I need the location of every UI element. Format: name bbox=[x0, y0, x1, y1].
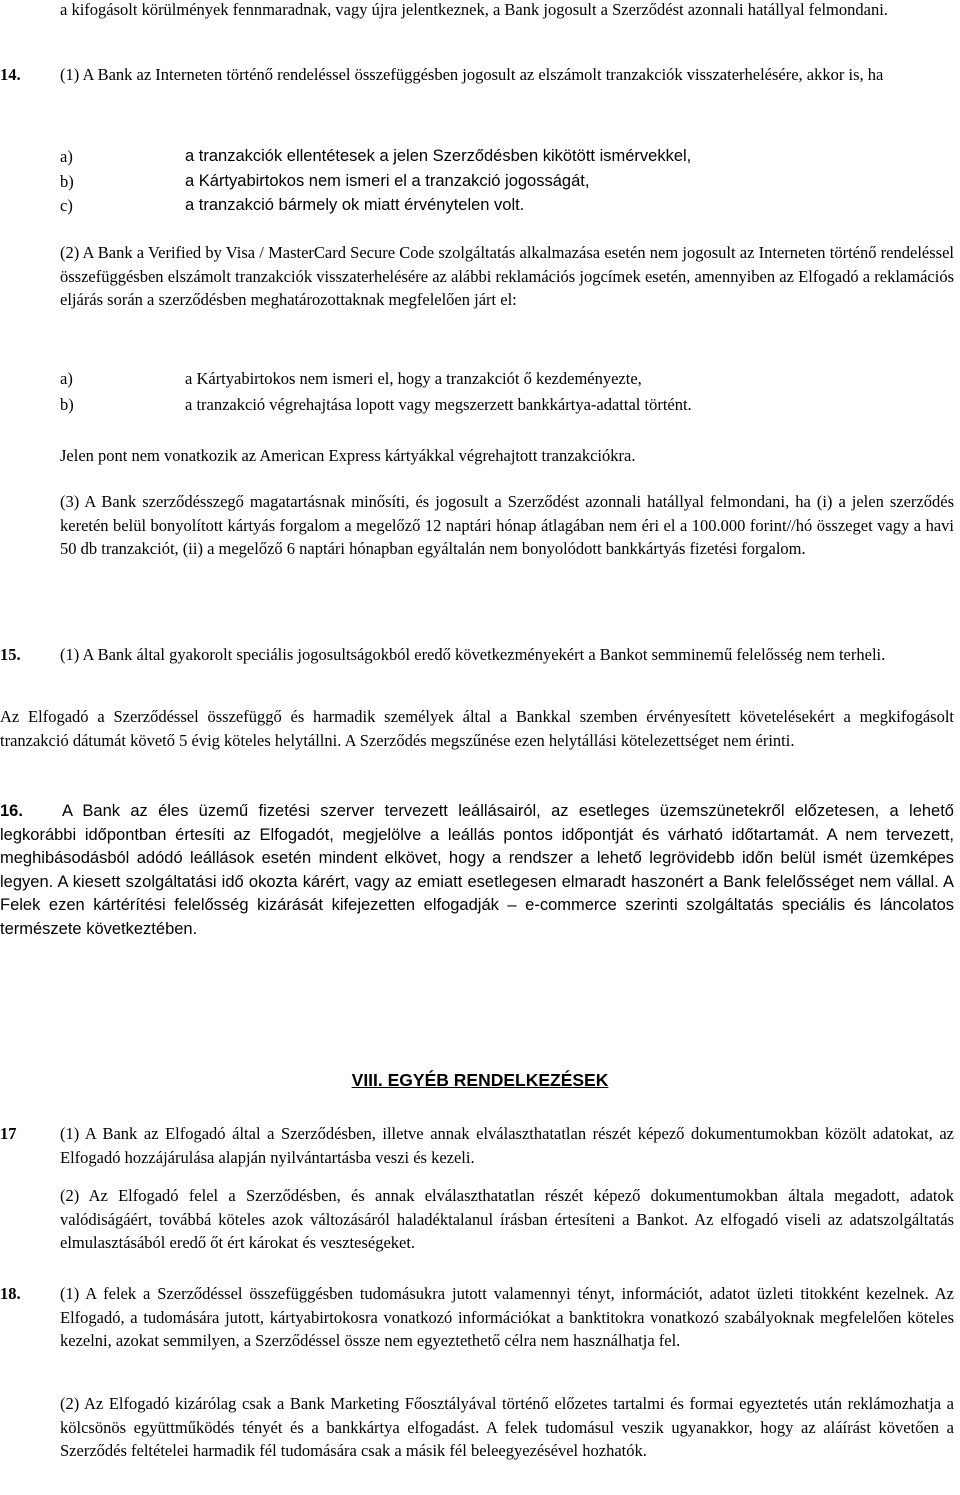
section-14-number: 14. bbox=[0, 65, 21, 84]
section-15-paragraph-2: Az Elfogadó a Szerződéssel összefüggő és harmadik személyek által a Bankkal szemben érvényesített követelésekért a megkifogásolt tranzakció dátumát követő 5 évig köteles helytállni. A Szerződés megszűnése ezen helytállási kötelezettséget nem érinti. bbox=[0, 707, 954, 750]
section-16-number: 16. bbox=[0, 802, 23, 820]
list-item-text: a tranzakció bármely ok miatt érvénytelen volt. bbox=[185, 196, 525, 214]
section-15-number: 15. bbox=[0, 645, 21, 664]
chapter-heading: VIII. EGYÉB RENDELKEZÉSEK bbox=[351, 1070, 609, 1090]
list-item-label: c) bbox=[60, 196, 73, 215]
list-item-text: a Kártyabirtokos nem ismeri el, hogy a tranzakciót ő kezdeményezte, bbox=[185, 369, 642, 388]
section-17-paragraph-2: (2) Az Elfogadó felel a Szerződésben, és annak elválaszthatatlan részét képező dokumentumokban általa megadott, adatok valódiságáért, továbbá köteles azok változásáról haladéktalanul írásban értesíteni a Bankot. Az elfogadó viseli az adatszolgáltatás elmulasztásából eredő őt ért károkat és veszteségeket. bbox=[60, 1186, 954, 1252]
continuation-paragraph: a kifogásolt körülmények fennmaradnak, vagy újra jelentkeznek, a Bank jogosult a Szerződést azonnali hatállyal felmondani. bbox=[60, 0, 888, 19]
section-17-paragraph-1: (1) A Bank az Elfogadó által a Szerződésben, illetve annak elválaszthatatlan részét képező dokumentumokban közölt adatokat, az Elfogadó hozzájárulása alapján nyilvántartásba veszi és kezeli. bbox=[60, 1124, 954, 1167]
section-18-paragraph-1: (1) A felek a Szerződéssel összefüggésben tudomásukra jutott valamennyi tényt, információt, adatot üzleti titokként kezelnek. Az Elfogadó, a tudomására jutott, kártyabirtokosra vonatkozó információkat a banktitokra vonatkozó szabályoknak megfelelően köteles kezelni, azokat semmilyen, a Szerződéssel össze nem egyeztethető célra nem használhatja fel. bbox=[60, 1284, 954, 1350]
section-18-paragraph-2: (2) Az Elfogadó kizárólag csak a Bank Marketing Főosztályával történő előzetes tartalmi és formai egyeztetés után reklámozhatja a kölcsönös együttműködés tényét és a bankkártya elfogadást. A felek tudomásul veszik ugyanakkor, hogy az aláírást követően a Szerződés feltételei harmadik fél tudomására csak a másik fél beleegyezésével hozhatók. bbox=[60, 1394, 954, 1460]
list-item-text: a tranzakció végrehajtása lopott vagy megszerzett bankkártya-adattal történt. bbox=[185, 395, 692, 414]
section-14-note: Jelen pont nem vonatkozik az American Express kártyákkal végrehajtott tranzakciókra. bbox=[60, 446, 636, 465]
section-16-paragraph: A Bank az éles üzemű fizetési szerver tervezett leállásairól, az esetleges üzemszünetekről előzetesen, a lehető legkorábbi időpontban értesíti az Elfogadót, megjelölve a leállás pontos időpontját és várható időtartamát. A nem tervezett, meghibásodásból adódó leállások esetén mindent elkövet, hogy a rendszer a lehető legrövidebb időn belül ismét üzemképes legyen. A kiesett szolgáltatási idő okozta kárért, vagy az emiatt esetlegesen elmaradt haszonért a Bank felelősséget nem vállal. A Felek ezen kártérítési felelősség kizárását kifejezetten elfogadják – e-commerce szerinti szolgáltatás speciális és láncolatos természete következtében. bbox=[0, 802, 954, 938]
list-item-label: a) bbox=[60, 369, 73, 388]
list-item-text: a Kártyabirtokos nem ismeri el a tranzakció jogosságát, bbox=[185, 172, 590, 190]
section-14-paragraph-2: (2) A Bank a Verified by Visa / MasterCard Secure Code szolgáltatás alkalmazása esetén nem jogosult az Interneten történő rendeléssel összefüggésben elszámolt tranzakciók visszaterhelésére az alábbi reklamációs jogcímek esetén, amennyiben az Elfogadó a reklamációs eljárás során a szerződésben meghatározottaknak megfelelően járt el: bbox=[60, 243, 954, 309]
list-item-text: a tranzakciók ellentétesek a jelen Szerződésben kikötött ismérvekkel, bbox=[185, 147, 692, 165]
section-15-paragraph-1: (1) A Bank által gyakorolt speciális jogosultságokból eredő következményekért a Bankot semminemű felelősség nem terheli. bbox=[60, 645, 886, 664]
section-17-number: 17 bbox=[0, 1124, 17, 1143]
section-14-paragraph-3: (3) A Bank szerződésszegő magatartásnak minősíti, és jogosult a Szerződést azonnali hatállyal felmondani, ha (i) a jelen szerződés keretén belül bonyolított kártyás forgalom a megelőző 12 naptári hónap átlagában nem éri el a 100.000 forint//hó összeget vagy a havi 50 db tranzakciót, (ii) a megelőző 6 naptári hónapban egyáltalán nem bonyolódott bankkártyás fizetési forgalom. bbox=[60, 492, 954, 558]
list-item-label: b) bbox=[60, 395, 74, 414]
list-item-label: b) bbox=[60, 172, 74, 191]
section-18-number: 18. bbox=[0, 1284, 21, 1303]
list-item-label: a) bbox=[60, 147, 73, 166]
section-14-paragraph-1: (1) A Bank az Interneten történő rendeléssel összefüggésben jogosult az elszámolt tranzakciók visszaterhelésére, akkor is, ha bbox=[60, 65, 884, 84]
